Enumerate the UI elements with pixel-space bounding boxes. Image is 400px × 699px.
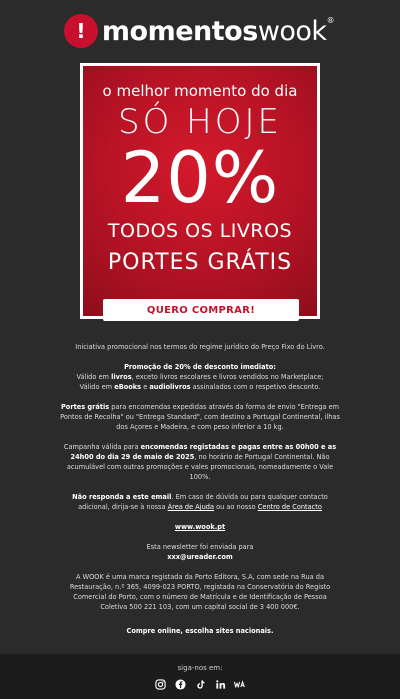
momentos-wook-logo[interactable] [66,16,334,47]
discount-text: assinalados com o respetivo desconto. [190,383,321,391]
linkedin-icon[interactable] [214,678,226,690]
banner-discount: 20% [120,137,280,219]
campaign-dates: encomendas registadas e pagas entre as 00h00 e as 24h00 do dia 29 de maio de 2025 [70,443,337,461]
newsletter-label: Esta newsletter foi enviada para [146,543,254,551]
buy-now-button[interactable]: QUERO COMPRAR! [103,299,299,321]
banner-only-today: SÓ HOJE [118,102,282,142]
discount-books: livros [111,373,132,381]
follow-us-label: siga-nos em: [177,664,223,672]
footer [0,654,400,699]
banner-free-shipping: PORTES GRÁTIS [107,250,293,275]
social-icons [0,678,400,690]
intro-text: Iniciativa promocional nos termos do regime jurídico do Preço Fixo do Livro. [75,343,325,351]
instagram-icon[interactable] [154,678,166,690]
site-block [60,522,340,532]
logo-text-light: wook [257,15,327,47]
noreply-text: . Em caso de dúvida ou para qualquer contacto adicional, dirija-se à nossa [78,493,328,511]
wook-icon[interactable] [234,678,246,690]
discount-text: Válido em [79,383,115,391]
wook-site-link[interactable]: www.wook.pt [174,523,226,531]
facebook-icon[interactable] [174,678,186,690]
discount-audiobooks: audiolivros [149,383,191,391]
discount-text: Válido em [76,373,112,381]
newsletter-block [60,542,340,562]
newsletter-email: xxx@ureader.com [167,553,233,561]
help-area-link[interactable]: Área de Ajuda [167,503,214,511]
promo-banner[interactable] [80,63,320,319]
shipping-text: para encomendas expedidas através da forma de envio "Entrega em Pontos de Recolha" ou "Entrega Standard", com destino a Portugal Continental, ilhas dos Açores e Madeira, e com peso inferior a 10 kg. [60,403,340,431]
discount-title: Promoção de 20% de desconto imediato: [124,363,276,371]
registered-mark: ® [326,15,335,25]
noreply-title: Não responda a este email [72,493,172,501]
shipping-title: Portes grátis [60,403,110,411]
discount-text: , exceto livros escolares e livros vendidos no Marketplace; [131,373,324,381]
discount-text: e [141,383,150,391]
header [0,0,400,62]
logo-text-bold: momentos [101,15,258,47]
discount-block [60,362,340,392]
shipping-block [60,402,340,432]
tiktok-icon[interactable] [194,678,206,690]
logo-text [102,16,334,47]
campaign-block [60,442,340,482]
noreply-block [60,492,340,512]
noreply-text: ou ao nosso [213,503,258,511]
discount-ebooks: eBooks [114,383,142,391]
contact-center-link[interactable]: Centro de Contacto [257,503,322,511]
campaign-text: , no horário de Portugal Continental. Não acumulável com outras promoções e vales promocionais, nomeadamente o Vale 100%. [66,453,334,481]
campaign-text: Campanha válida para [63,443,141,451]
terms-content [60,342,340,646]
banner-all-books: TODOS OS LIVROS [107,220,293,242]
exclamation-badge-icon: ! [66,16,96,46]
legal-text: A WOOK é uma marca registada da Porto Editora, S.A, com sede na Rua da Restauração, n.º 365, 4099-023 PORTO, registada na Conservatória do Registo Comercial do Porto, com o número de Matrícula e de Identificação de Pessoa Coletiva 500 221 103, com um capital social de 3 400 000€. [69,573,331,611]
slogan: Compre online, escolha sites nacionais. [126,627,274,635]
banner-tagline: o melhor momento do dia [102,82,298,100]
